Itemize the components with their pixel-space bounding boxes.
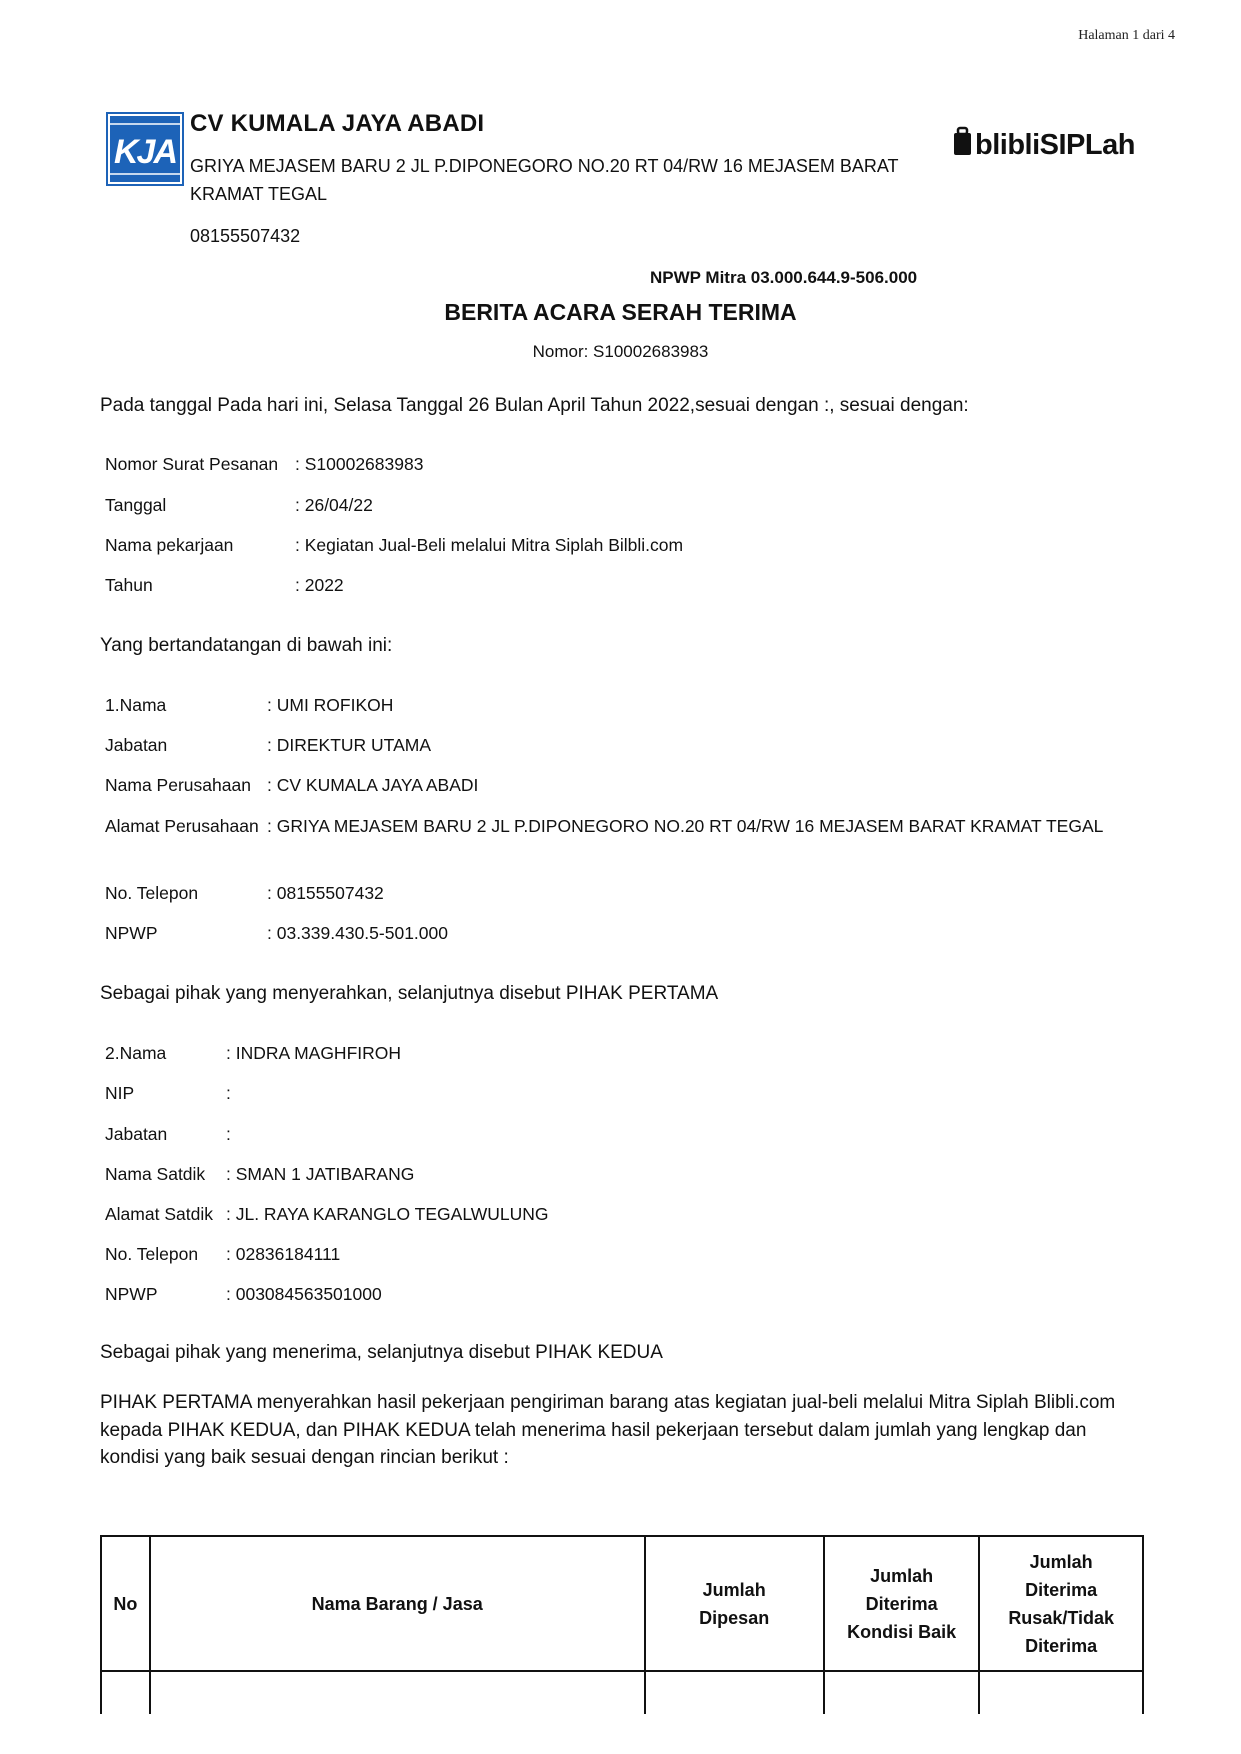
party2-row [105,1121,1026,1148]
field-value: : GRIYA MEJASEM BARU 2 JL P.DIPONEGORO NO.20 RT 04/RW 16 MEJASEM BARAT KRAMAT TEGAL [267,816,1104,836]
table-cell [150,1671,645,1714]
intro-paragraph: Pada tanggal Pada hari ini, Selasa Tanggal 26 Bulan April Tahun 2022,sesuai dengan :, sesuai dengan: [100,395,969,416]
field-label: Nama pekarjaan [105,535,234,555]
order-info-row [105,532,1095,559]
col-header-qty-received-good: Jumlah Diterima Kondisi Baik [824,1536,980,1671]
order-info-row [105,492,1095,519]
field-value: : [226,1083,231,1103]
col-header-item-name: Nama Barang / Jasa [150,1536,645,1671]
field-value: : CV KUMALA JAYA ABADI [267,775,479,795]
field-value: : 26/04/22 [295,495,373,515]
field-value: : SMAN 1 JATIBARANG [226,1164,415,1184]
blibli-siplah-logo [953,124,1143,164]
field-label: NPWP [105,923,158,943]
field-label: Tahun [105,575,153,595]
col-header-qty-damaged: Jumlah Diterima Rusak/Tidak Diterima [979,1536,1143,1671]
npwp-mitra: NPWP Mitra 03.000.644.9-506.000 [650,268,918,287]
company-name: CV KUMALA JAYA ABADI [190,110,485,137]
table-cell [824,1671,980,1714]
party2-statement: Sebagai pihak yang menerima, selanjutnya disebut PIHAK KEDUA [100,1342,663,1363]
party2-row [105,1161,1026,1188]
company-phone: 08155507432 [190,226,301,246]
document-title: BERITA ACARA SERAH TERIMA [444,299,797,325]
party2-row [105,1040,1026,1067]
field-value: : S10002683983 [295,454,424,474]
field-label: NIP [105,1083,135,1103]
field-label: Nama Satdik [105,1164,206,1184]
field-value: : UMI ROFIKOH [267,695,394,715]
table-cell [645,1671,824,1714]
field-label: Jabatan [105,735,168,755]
handover-paragraph: PIHAK PERTAMA menyerahkan hasil pekerjaan pengiriman barang atas kegiatan jual-beli melalui Mitra Siplah Blibli.com kepada PIHAK KEDUA, dan PIHAK KEDUA telah menerima hasil pekerjaan tersebut dalam jumlah yang lengkap dan kondisi yang baik sesuai dengan rincian berikut : [100,1392,1116,1468]
party1-row [105,920,1127,947]
field-value: : 2022 [295,575,344,595]
table-cell [101,1671,150,1714]
party1-row [105,772,1127,799]
field-value: : Kegiatan Jual-Beli melalui Mitra Siplah Bilbli.com [295,535,684,555]
field-value: : INDRA MAGHFIROH [226,1043,402,1063]
party2-row [105,1080,1026,1107]
field-label: Alamat Perusahaan [105,816,259,836]
field-value: : JL. RAYA KARANGLO TEGALWULUNG [226,1204,549,1224]
field-value: : 003084563501000 [226,1284,382,1304]
field-label: Tanggal [105,495,167,515]
table-row [101,1671,1143,1714]
col-header-no: No [101,1536,150,1671]
party2-row [105,1201,1026,1228]
col-header-qty-ordered: Jumlah Dipesan [645,1536,824,1671]
order-info-row [105,451,1095,478]
field-label: No. Telepon [105,1244,199,1264]
party1-row [105,692,1127,719]
company-address: GRIYA MEJASEM BARU 2 JL P.DIPONEGORO NO.20 RT 04/RW 16 MEJASEM BARAT KRAMAT TEGAL [190,156,899,204]
field-label: Nomor Surat Pesanan [105,454,279,474]
table-cell [979,1671,1143,1714]
field-label: No. Telepon [105,883,199,903]
field-value: : DIREKTUR UTAMA [267,735,431,755]
svg-text:blibliSIPLah: blibliSIPLah [975,129,1135,161]
signed-below-text: Yang bertandatangan di bawah ini: [100,635,393,656]
field-label: Nama Perusahaan [105,775,251,795]
field-value: : 08155507432 [267,883,384,903]
field-value: : [226,1124,231,1144]
field-label: 1.Nama [105,695,167,715]
page-number-label: Halaman 1 dari 4 [1078,28,1175,43]
field-label: 2.Nama [105,1043,167,1063]
party2-row [105,1241,1026,1268]
field-label: Alamat Satdik [105,1204,213,1224]
party1-row [105,880,1127,907]
svg-text:KJA: KJA [113,133,177,171]
company-logo [106,112,184,186]
party1-row [105,813,1127,840]
document-number: Nomor: S10002683983 [532,342,709,361]
field-label: Jabatan [105,1124,168,1144]
party1-statement: Sebagai pihak yang menyerahkan, selanjutnya disebut PIHAK PERTAMA [100,983,719,1004]
order-info-row [105,572,1095,599]
field-label: NPWP [105,1284,158,1304]
party1-row [105,732,1127,759]
field-value: : 02836184111 [226,1244,341,1264]
party2-row [105,1281,1026,1308]
field-value: : 03.339.430.5-501.000 [267,923,448,943]
items-table [100,1535,1144,1714]
